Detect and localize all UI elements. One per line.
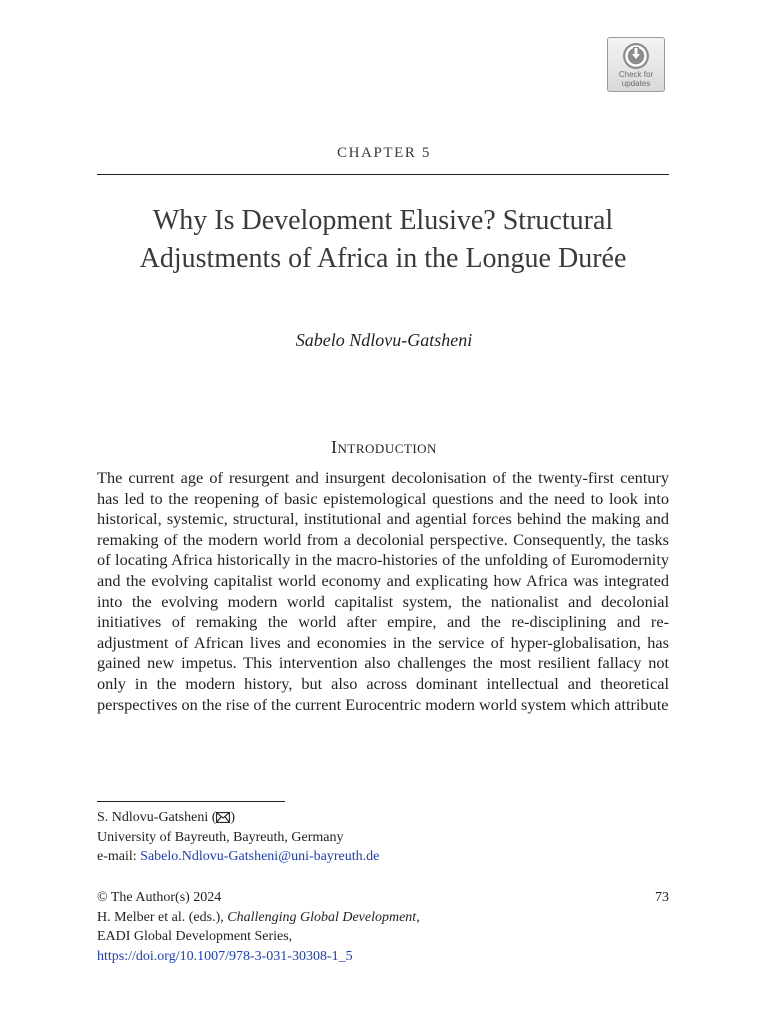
- badge-label-line1: Check for: [618, 70, 654, 79]
- chapter-title-line1: Why Is Development Elusive? Structural: [152, 205, 614, 236]
- doi-link[interactable]: https://doi.org/10.1007/978-3-031-30308-1_5: [97, 948, 353, 964]
- author-name: Sabelo Ndlovu-Gatsheni: [295, 330, 473, 350]
- affiliation-email-line: [97, 847, 669, 867]
- editors: H. Melber et al. (eds.),: [97, 909, 228, 925]
- citation-line: [97, 908, 669, 928]
- affiliation-name-close: ): [230, 810, 236, 825]
- book-title-punct: ,: [416, 909, 420, 925]
- check-for-updates-badge[interactable]: [607, 37, 665, 92]
- body-paragraph: The current age of resurgent and insurgent decolonisation of the twenty-first century has led to the reopening of basic epistemological questions and the need to look into historical, systemic, structural, institutional and agential forces behind the making and remaking of the modern world from a decolonial perspective. Consequently, the tasks of locating Africa historically in the macro-histories of the unfolding of Euromodernity and the evolving capitalist world economy and explicating how Africa was integrated into the evolving modern world capitalist system, the nationalist and decolonial initiatives of remaking the world after empire, and the re-disciplining and re-adjustment of African lives and economies in the service of hyper-globalisation, has gained new impetus. This intervention also challenges the most resilient fallacy not only in the modern history, but also across dominant intellectual and theoretical perspectives on the rise of the current Eurocentric modern world system which attribute: [97, 468, 669, 714]
- footnote-rule: [97, 801, 285, 802]
- affiliation-name-line: [97, 808, 669, 828]
- publication-footer: [97, 888, 669, 966]
- chapter-title-line2: Adjustments of Africa in the Longue Durée: [139, 243, 627, 274]
- series-line: EADI Global Development Series,: [97, 929, 293, 944]
- chapter-title: [97, 202, 669, 278]
- doi-line: [97, 947, 669, 967]
- header-rule: [97, 174, 669, 175]
- book-title: Challenging Global Development: [227, 909, 417, 925]
- check-for-updates-icon: [622, 42, 650, 70]
- chapter-label: CHAPTER 5: [337, 145, 431, 161]
- author-affiliation: [97, 808, 669, 867]
- envelope-icon: [216, 812, 230, 823]
- affiliation-institution: University of Bayreuth, Bayreuth, Germany: [97, 829, 344, 845]
- email-link[interactable]: Sabelo.Ndlovu-Gatsheni@uni-bayreuth.de: [140, 849, 380, 864]
- section-heading: Introduction: [331, 437, 437, 457]
- copyright-line: © The Author(s) 2024: [97, 890, 222, 905]
- badge-label-line2: updates: [621, 79, 651, 88]
- email-label: e-mail:: [97, 849, 141, 864]
- page-number: 73: [655, 890, 669, 905]
- affiliation-name: S. Ndlovu-Gatsheni (: [97, 810, 217, 825]
